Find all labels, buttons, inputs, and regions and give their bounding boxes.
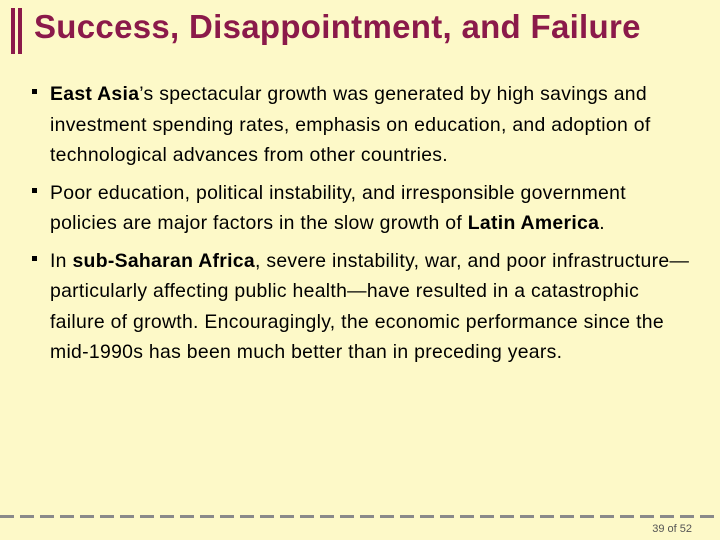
bullet-bold-term: Latin America <box>467 212 600 234</box>
slide-title: Success, Disappointment, and Failure <box>34 8 641 45</box>
bullet-text: Poor education, political instability, and irresponsible government policies are major factors in the slow growth of <box>50 181 626 234</box>
bullet-item-east-asia <box>32 79 692 171</box>
bullet-bold-term: sub-Saharan Africa <box>72 249 255 272</box>
bullet-square-icon <box>32 256 37 261</box>
bullet-item-latin-america <box>32 178 692 239</box>
bullet-text: ’s spectacular growth was generated by high savings and investment spending rates, emphasis on education, and adoption of technological advances from other countries. <box>50 83 651 166</box>
bullet-square-icon <box>32 89 37 94</box>
footer-dashed-divider <box>0 515 720 518</box>
accent-bar <box>11 8 15 54</box>
bullet-text: , severe instability, war, and poor infrastructure— particularly affecting public health—have resulted in a catastrophic failure of growth. Encouragingly, the economic performance since the mid-1990s has been much better than in preceding years. <box>50 249 690 363</box>
bullet-item-sub-saharan-africa <box>32 246 692 368</box>
bullet-list <box>32 79 692 375</box>
bullet-text: . <box>599 212 605 234</box>
page-number: 39 of 52 <box>652 523 692 535</box>
bullet-square-icon <box>32 188 37 193</box>
bullet-bold-term: East Asia <box>50 83 140 105</box>
bullet-text: In <box>50 249 73 272</box>
accent-bar <box>18 8 22 54</box>
